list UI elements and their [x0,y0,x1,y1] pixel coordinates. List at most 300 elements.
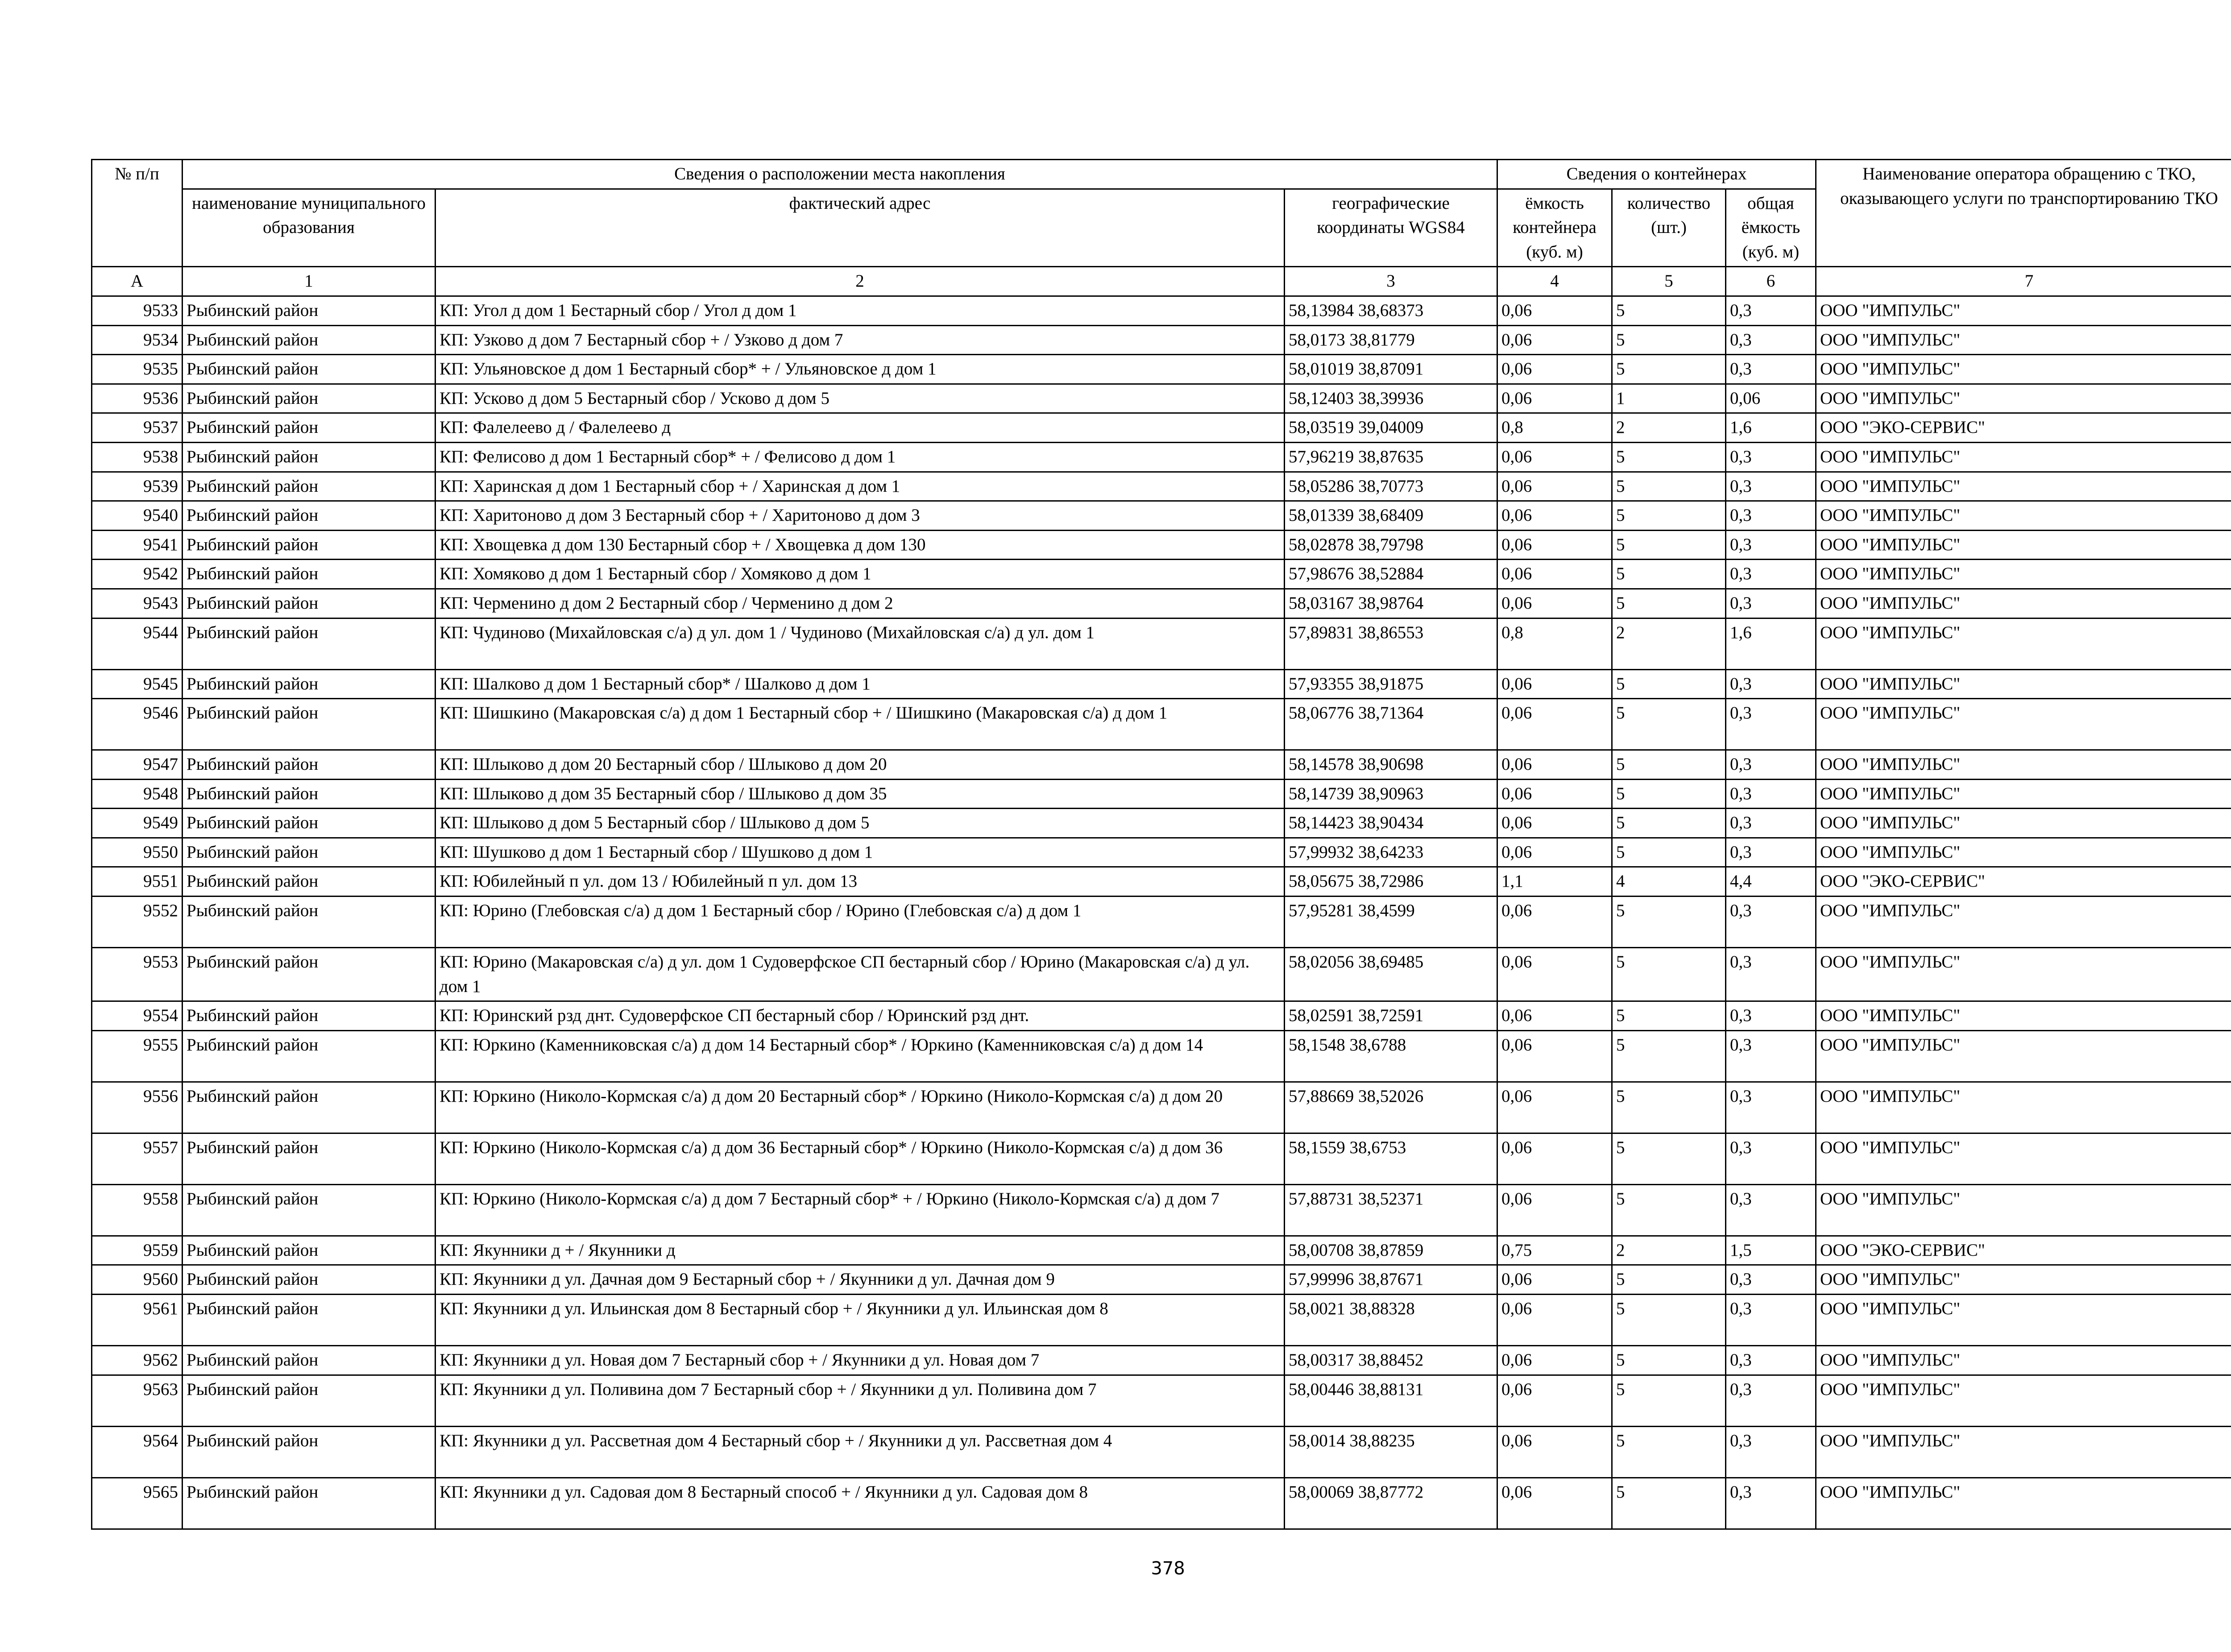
cell-num: 9545 [92,669,182,699]
cell-quantity: 5 [1612,809,1726,838]
cell-total-capacity: 1,6 [1726,413,1816,443]
cell-coordinates: 58,06776 38,71364 [1285,699,1497,750]
cell-capacity: 0,06 [1497,384,1612,413]
cell-coordinates: 57,98676 38,52884 [1285,560,1497,589]
header-location-group: Сведения о расположении места накопления [182,160,1497,189]
cell-capacity: 0,06 [1497,779,1612,809]
cell-total-capacity: 0,3 [1726,472,1816,501]
cell-capacity: 0,06 [1497,1375,1612,1426]
cell-num: 9538 [92,442,182,472]
cell-capacity: 0,06 [1497,472,1612,501]
cell-quantity: 5 [1612,325,1726,355]
cell-capacity: 0,06 [1497,1001,1612,1031]
cell-num: 9535 [92,355,182,384]
cell-total-capacity: 0,3 [1726,948,1816,1001]
cell-address: КП: Угол д дом 1 Бестарный сбор / Угол д дом 1 [435,296,1285,325]
table-row [92,1082,2231,1133]
cell-num: 9564 [92,1426,182,1478]
cell-coordinates: 58,14739 38,90963 [1285,779,1497,809]
cell-municipality: Рыбинский район [182,809,435,838]
cell-operator: ООО "ИМПУЛЬС" [1816,442,2231,472]
cell-total-capacity: 0,3 [1726,1346,1816,1375]
cell-capacity: 0,06 [1497,1346,1612,1375]
cell-capacity: 0,06 [1497,501,1612,531]
cell-num: 9558 [92,1184,182,1236]
cell-operator: ООО "ИМПУЛЬС" [1816,589,2231,618]
header-coordinates: географические координаты WGS84 [1285,189,1497,267]
table-row [92,618,2231,669]
cell-num: 9541 [92,530,182,560]
cell-municipality: Рыбинский район [182,1001,435,1031]
cell-operator: ООО "ИМПУЛЬС" [1816,838,2231,867]
cell-municipality: Рыбинский район [182,1082,435,1133]
cell-municipality: Рыбинский район [182,699,435,750]
cell-num: 9534 [92,325,182,355]
table-row [92,867,2231,897]
cell-quantity: 5 [1612,560,1726,589]
cell-operator: ООО "ИМПУЛЬС" [1816,779,2231,809]
cell-capacity: 0,06 [1497,1426,1612,1478]
cell-coordinates: 58,00317 38,88452 [1285,1346,1497,1375]
cell-capacity: 0,06 [1497,750,1612,780]
cell-address: КП: Якунники д ул. Новая дом 7 Бестарный сбор + / Якунники д ул. Новая дом 7 [435,1346,1285,1375]
cell-operator: ООО "ИМПУЛЬС" [1816,809,2231,838]
cell-total-capacity: 0,3 [1726,1295,1816,1346]
cell-address: КП: Шишкино (Макаровская с/а) д дом 1 Бестарный сбор + / Шишкино (Макаровская с/а) д дом 1 [435,699,1285,750]
cell-num: 9551 [92,867,182,897]
cell-num: 9552 [92,897,182,948]
cell-operator: ООО "ИМПУЛЬС" [1816,1133,2231,1184]
cell-operator: ООО "ИМПУЛЬС" [1816,1184,2231,1236]
cell-operator: ООО "ИМПУЛЬС" [1816,618,2231,669]
cell-municipality: Рыбинский район [182,1184,435,1236]
cell-capacity: 0,06 [1497,1082,1612,1133]
index-row [92,267,2231,296]
cell-municipality: Рыбинский район [182,1478,435,1529]
cell-municipality: Рыбинский район [182,472,435,501]
cell-capacity: 0,06 [1497,1133,1612,1184]
cell-capacity: 0,06 [1497,1030,1612,1082]
cell-capacity: 0,8 [1497,413,1612,443]
cell-total-capacity: 0,3 [1726,779,1816,809]
cell-coordinates: 57,99996 38,87671 [1285,1265,1497,1295]
cell-coordinates: 57,88731 38,52371 [1285,1184,1497,1236]
cell-address: КП: Шушково д дом 1 Бестарный сбор / Шушково д дом 1 [435,838,1285,867]
cell-capacity: 0,06 [1497,669,1612,699]
table-row [92,442,2231,472]
cell-capacity: 0,06 [1497,897,1612,948]
cell-quantity: 5 [1612,779,1726,809]
index-cell: 3 [1285,267,1497,296]
cell-coordinates: 58,00069 38,87772 [1285,1478,1497,1529]
cell-operator: ООО "ИМПУЛЬС" [1816,1426,2231,1478]
cell-coordinates: 57,93355 38,91875 [1285,669,1497,699]
cell-total-capacity: 0,3 [1726,1030,1816,1082]
cell-total-capacity: 0,3 [1726,560,1816,589]
cell-address: КП: Юркино (Николо-Кормская с/а) д дом 36 Бестарный сбор* / Юркино (Николо-Кормская с/а) д дом 36 [435,1133,1285,1184]
cell-quantity: 5 [1612,501,1726,531]
cell-coordinates: 58,12403 38,39936 [1285,384,1497,413]
cell-operator: ООО "ИМПУЛЬС" [1816,530,2231,560]
cell-municipality: Рыбинский район [182,779,435,809]
cell-capacity: 0,06 [1497,442,1612,472]
index-cell: 7 [1816,267,2231,296]
cell-num: 9559 [92,1236,182,1265]
cell-num: 9540 [92,501,182,531]
table-row [92,530,2231,560]
cell-address: КП: Якунники д ул. Садовая дом 8 Бестарный способ + / Якунники д ул. Садовая дом 8 [435,1478,1285,1529]
cell-quantity: 5 [1612,1346,1726,1375]
cell-operator: ООО "ИМПУЛЬС" [1816,1001,2231,1031]
cell-municipality: Рыбинский район [182,296,435,325]
cell-address: КП: Черменино д дом 2 Бестарный сбор / Черменино д дом 2 [435,589,1285,618]
cell-quantity: 5 [1612,948,1726,1001]
table-row [92,1236,2231,1265]
table-row [92,1426,2231,1478]
cell-total-capacity: 0,3 [1726,809,1816,838]
table-row [92,296,2231,325]
cell-coordinates: 58,01019 38,87091 [1285,355,1497,384]
cell-quantity: 5 [1612,897,1726,948]
table-row [92,1184,2231,1236]
cell-quantity: 5 [1612,442,1726,472]
cell-address: КП: Юркино (Каменниковская с/а) д дом 14 Бестарный сбор* / Юркино (Каменниковская с/а) д дом 14 [435,1030,1285,1082]
cell-operator: ООО "ИМПУЛЬС" [1816,1265,2231,1295]
cell-total-capacity: 0,3 [1726,501,1816,531]
cell-total-capacity: 0,3 [1726,750,1816,780]
cell-operator: ООО "ИМПУЛЬС" [1816,296,2231,325]
cell-municipality: Рыбинский район [182,560,435,589]
cell-quantity: 5 [1612,1375,1726,1426]
table-row [92,669,2231,699]
cell-quantity: 4 [1612,867,1726,897]
table-row [92,1295,2231,1346]
cell-address: КП: Узково д дом 7 Бестарный сбор + / Узково д дом 7 [435,325,1285,355]
cell-capacity: 0,06 [1497,589,1612,618]
cell-num: 9533 [92,296,182,325]
cell-operator: ООО "ИМПУЛЬС" [1816,355,2231,384]
cell-municipality: Рыбинский район [182,669,435,699]
cell-total-capacity: 0,3 [1726,669,1816,699]
cell-operator: ООО "ИМПУЛЬС" [1816,472,2231,501]
cell-address: КП: Фалелеево д / Фалелеево д [435,413,1285,443]
cell-coordinates: 58,00446 38,88131 [1285,1375,1497,1426]
cell-coordinates: 58,02056 38,69485 [1285,948,1497,1001]
cell-coordinates: 58,14578 38,90698 [1285,750,1497,780]
cell-address: КП: Юринский рзд днт. Судоверфское СП бестарный сбор / Юринский рзд днт. [435,1001,1285,1031]
cell-address: КП: Юркино (Николо-Кормская с/а) д дом 20 Бестарный сбор* / Юркино (Николо-Кормская с/а) д дом 20 [435,1082,1285,1133]
cell-capacity: 0,06 [1497,530,1612,560]
header-container-group: Сведения о контейнерах [1497,160,1816,189]
cell-total-capacity: 1,5 [1726,1236,1816,1265]
cell-capacity: 0,06 [1497,948,1612,1001]
cell-coordinates: 58,03519 39,04009 [1285,413,1497,443]
cell-capacity: 0,06 [1497,1478,1612,1529]
table-row [92,325,2231,355]
cell-coordinates: 57,95281 38,4599 [1285,897,1497,948]
header-row-1 [92,160,2231,189]
cell-capacity: 0,06 [1497,1184,1612,1236]
cell-coordinates: 57,89831 38,86553 [1285,618,1497,669]
cell-address: КП: Харитоново д дом 3 Бестарный сбор + / Харитоново д дом 3 [435,501,1285,531]
table-row [92,589,2231,618]
cell-quantity: 5 [1612,1426,1726,1478]
table-row [92,560,2231,589]
table-row [92,1001,2231,1031]
cell-municipality: Рыбинский район [182,750,435,780]
cell-address: КП: Якунники д ул. Рассветная дом 4 Бестарный сбор + / Якунники д ул. Рассветная дом 4 [435,1426,1285,1478]
table-row [92,501,2231,531]
index-cell: А [92,267,182,296]
cell-capacity: 0,06 [1497,809,1612,838]
cell-num: 9555 [92,1030,182,1082]
cell-capacity: 0,06 [1497,1265,1612,1295]
cell-total-capacity: 0,3 [1726,442,1816,472]
cell-operator: ООО "ИМПУЛЬС" [1816,1030,2231,1082]
table-row [92,1478,2231,1529]
cell-operator: ООО "ИМПУЛЬС" [1816,1478,2231,1529]
cell-operator: ООО "ИМПУЛЬС" [1816,750,2231,780]
cell-capacity: 0,06 [1497,325,1612,355]
cell-num: 9560 [92,1265,182,1295]
cell-municipality: Рыбинский район [182,384,435,413]
cell-quantity: 2 [1612,1236,1726,1265]
cell-operator: ООО "ИМПУЛЬС" [1816,560,2231,589]
cell-quantity: 5 [1612,1478,1726,1529]
index-cell: 1 [182,267,435,296]
cell-total-capacity: 0,3 [1726,1001,1816,1031]
cell-num: 9536 [92,384,182,413]
cell-total-capacity: 0,3 [1726,325,1816,355]
cell-quantity: 2 [1612,618,1726,669]
cell-municipality: Рыбинский район [182,442,435,472]
table-row [92,838,2231,867]
cell-municipality: Рыбинский район [182,1133,435,1184]
table-row [92,779,2231,809]
cell-num: 9537 [92,413,182,443]
cell-address: КП: Якунники д + / Якунники д [435,1236,1285,1265]
table-row [92,897,2231,948]
cell-num: 9557 [92,1133,182,1184]
cell-quantity: 1 [1612,384,1726,413]
cell-total-capacity: 0,3 [1726,1375,1816,1426]
cell-total-capacity: 0,3 [1726,1265,1816,1295]
cell-total-capacity: 0,3 [1726,897,1816,948]
cell-num: 9561 [92,1295,182,1346]
cell-operator: ООО "ИМПУЛЬС" [1816,669,2231,699]
cell-municipality: Рыбинский район [182,501,435,531]
cell-operator: ООО "ИМПУЛЬС" [1816,948,2231,1001]
table-row [92,809,2231,838]
cell-operator: ООО "ЭКО-СЕРВИС" [1816,1236,2231,1265]
cell-address: КП: Шлыково д дом 20 Бестарный сбор / Шлыково д дом 20 [435,750,1285,780]
cell-total-capacity: 0,06 [1726,384,1816,413]
cell-coordinates: 57,88669 38,52026 [1285,1082,1497,1133]
cell-municipality: Рыбинский район [182,589,435,618]
cell-municipality: Рыбинский район [182,1236,435,1265]
cell-municipality: Рыбинский район [182,325,435,355]
table-row [92,1265,2231,1295]
table-row [92,699,2231,750]
cell-quantity: 2 [1612,413,1726,443]
table-row [92,948,2231,1001]
cell-quantity: 5 [1612,296,1726,325]
cell-coordinates: 58,02878 38,79798 [1285,530,1497,560]
cell-coordinates: 58,0173 38,81779 [1285,325,1497,355]
cell-municipality: Рыбинский район [182,1295,435,1346]
cell-address: КП: Шлыково д дом 35 Бестарный сбор / Шлыково д дом 35 [435,779,1285,809]
index-cell: 2 [435,267,1285,296]
cell-operator: ООО "ИМПУЛЬС" [1816,384,2231,413]
table-row [92,384,2231,413]
cell-quantity: 5 [1612,589,1726,618]
cell-operator: ООО "ЭКО-СЕРВИС" [1816,867,2231,897]
cell-municipality: Рыбинский район [182,1265,435,1295]
cell-address: КП: Хвощевка д дом 130 Бестарный сбор + / Хвощевка д дом 130 [435,530,1285,560]
header-address: фактический адрес [435,189,1285,267]
cell-num: 9548 [92,779,182,809]
cell-num: 9562 [92,1346,182,1375]
cell-num: 9556 [92,1082,182,1133]
cell-capacity: 0,75 [1497,1236,1612,1265]
cell-operator: ООО "ИМПУЛЬС" [1816,1346,2231,1375]
cell-operator: ООО "ЭКО-СЕРВИС" [1816,413,2231,443]
cell-num: 9553 [92,948,182,1001]
cell-municipality: Рыбинский район [182,1030,435,1082]
cell-municipality: Рыбинский район [182,1426,435,1478]
cell-address: КП: Юркино (Николо-Кормская с/а) д дом 7 Бестарный сбор* + / Юркино (Николо-Кормская с/а) д дом 7 [435,1184,1285,1236]
cell-address: КП: Якунники д ул. Ильинская дом 8 Бестарный сбор + / Якунники д ул. Ильинская дом 8 [435,1295,1285,1346]
cell-municipality: Рыбинский район [182,618,435,669]
cell-num: 9547 [92,750,182,780]
cell-coordinates: 58,00708 38,87859 [1285,1236,1497,1265]
cell-num: 9565 [92,1478,182,1529]
register-table [91,159,2231,1530]
header-num: № п/п [92,160,182,267]
cell-total-capacity: 0,3 [1726,838,1816,867]
cell-coordinates: 58,13984 38,68373 [1285,296,1497,325]
cell-coordinates: 58,0014 38,88235 [1285,1426,1497,1478]
cell-coordinates: 58,1559 38,6753 [1285,1133,1497,1184]
cell-coordinates: 58,01339 38,68409 [1285,501,1497,531]
table-row [92,1030,2231,1082]
cell-num: 9563 [92,1375,182,1426]
cell-coordinates: 58,05286 38,70773 [1285,472,1497,501]
cell-address: КП: Якунники д ул. Поливина дом 7 Бестарный сбор + / Якунники д ул. Поливина дом 7 [435,1375,1285,1426]
cell-quantity: 5 [1612,838,1726,867]
cell-quantity: 5 [1612,1001,1726,1031]
cell-capacity: 0,06 [1497,560,1612,589]
cell-coordinates: 58,1548 38,6788 [1285,1030,1497,1082]
cell-municipality: Рыбинский район [182,948,435,1001]
header-municipality: наименование муниципального образования [182,189,435,267]
cell-address: КП: Юрино (Макаровская с/а) д ул. дом 1 Судоверфское СП бестарный сбор / Юрино (Макаровская с/а) д ул. дом 1 [435,948,1285,1001]
cell-coordinates: 58,0021 38,88328 [1285,1295,1497,1346]
cell-total-capacity: 0,3 [1726,1478,1816,1529]
cell-quantity: 5 [1612,1265,1726,1295]
cell-num: 9544 [92,618,182,669]
cell-coordinates: 58,03167 38,98764 [1285,589,1497,618]
header-capacity: ёмкость контейнера (куб. м) [1497,189,1612,267]
cell-total-capacity: 0,3 [1726,296,1816,325]
cell-municipality: Рыбинский район [182,838,435,867]
cell-operator: ООО "ИМПУЛЬС" [1816,1295,2231,1346]
cell-quantity: 5 [1612,472,1726,501]
cell-num: 9550 [92,838,182,867]
index-cell: 4 [1497,267,1612,296]
cell-address: КП: Чудиново (Михайловская с/а) д ул. дом 1 / Чудиново (Михайловская с/а) д ул. дом 1 [435,618,1285,669]
cell-capacity: 0,06 [1497,355,1612,384]
index-cell: 5 [1612,267,1726,296]
table-row [92,355,2231,384]
cell-address: КП: Шалково д дом 1 Бестарный сбор* / Шалково д дом 1 [435,669,1285,699]
table-row [92,1133,2231,1184]
table-row [92,1375,2231,1426]
cell-coordinates: 57,99932 38,64233 [1285,838,1497,867]
cell-total-capacity: 1,6 [1726,618,1816,669]
cell-quantity: 5 [1612,750,1726,780]
cell-total-capacity: 0,3 [1726,589,1816,618]
table-body [92,296,2231,1529]
cell-address: КП: Фелисово д дом 1 Бестарный сбор* + / Фелисово д дом 1 [435,442,1285,472]
cell-capacity: 0,06 [1497,296,1612,325]
cell-total-capacity: 0,3 [1726,355,1816,384]
cell-operator: ООО "ИМПУЛЬС" [1816,325,2231,355]
cell-num: 9542 [92,560,182,589]
cell-quantity: 5 [1612,1082,1726,1133]
cell-municipality: Рыбинский район [182,1346,435,1375]
cell-operator: ООО "ИМПУЛЬС" [1816,501,2231,531]
cell-municipality: Рыбинский район [182,530,435,560]
cell-quantity: 5 [1612,669,1726,699]
cell-quantity: 5 [1612,1030,1726,1082]
cell-address: КП: Юрино (Глебовская с/а) д дом 1 Бестарный сбор / Юрино (Глебовская с/а) д дом 1 [435,897,1285,948]
cell-municipality: Рыбинский район [182,355,435,384]
cell-total-capacity: 0,3 [1726,1426,1816,1478]
cell-address: КП: Шлыково д дом 5 Бестарный сбор / Шлыково д дом 5 [435,809,1285,838]
cell-address: КП: Юбилейный п ул. дом 13 / Юбилейный п ул. дом 13 [435,867,1285,897]
cell-municipality: Рыбинский район [182,867,435,897]
cell-total-capacity: 0,3 [1726,699,1816,750]
cell-total-capacity: 0,3 [1726,530,1816,560]
cell-address: КП: Хомяково д дом 1 Бестарный сбор / Хомяково д дом 1 [435,560,1285,589]
cell-capacity: 0,06 [1497,699,1612,750]
cell-total-capacity: 0,3 [1726,1082,1816,1133]
cell-quantity: 5 [1612,1184,1726,1236]
cell-operator: ООО "ИМПУЛЬС" [1816,1375,2231,1426]
cell-address: КП: Харинская д дом 1 Бестарный сбор + / Харинская д дом 1 [435,472,1285,501]
cell-num: 9543 [92,589,182,618]
cell-address: КП: Ульяновское д дом 1 Бестарный сбор* + / Ульяновское д дом 1 [435,355,1285,384]
cell-municipality: Рыбинский район [182,1375,435,1426]
cell-coordinates: 58,05675 38,72986 [1285,867,1497,897]
cell-quantity: 5 [1612,355,1726,384]
cell-address: КП: Усково д дом 5 Бестарный сбор / Усково д дом 5 [435,384,1285,413]
cell-total-capacity: 4,4 [1726,867,1816,897]
cell-total-capacity: 0,3 [1726,1133,1816,1184]
table-row [92,1346,2231,1375]
cell-capacity: 0,06 [1497,1295,1612,1346]
header-operator: Наименование оператора обращению с ТКО, оказывающего услуги по транспортированию ТКО [1816,160,2231,267]
cell-operator: ООО "ИМПУЛЬС" [1816,699,2231,750]
cell-capacity: 1,1 [1497,867,1612,897]
cell-num: 9549 [92,809,182,838]
page-number: 378 [1151,1558,1185,1579]
cell-num: 9539 [92,472,182,501]
cell-capacity: 0,06 [1497,838,1612,867]
header-total-capacity: общая ёмкость (куб. м) [1726,189,1816,267]
cell-quantity: 5 [1612,530,1726,560]
